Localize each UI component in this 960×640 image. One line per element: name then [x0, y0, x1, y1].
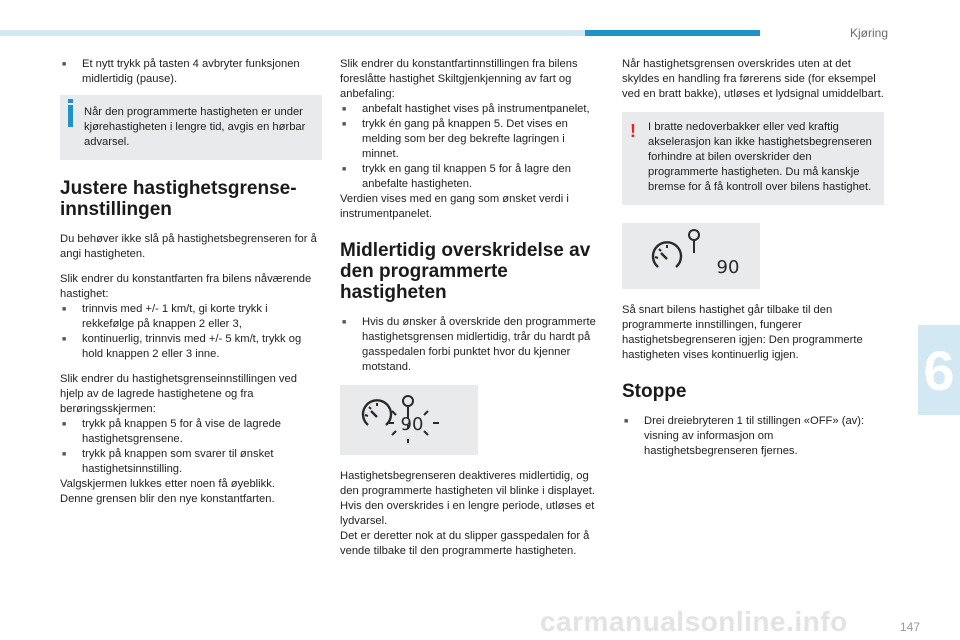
speed-limiter-flash-figure [340, 385, 478, 455]
paragraph: Valgskjermen lukkes etter noen få øyeblikk. [60, 478, 275, 490]
warning-box [622, 112, 884, 205]
warning-icon: ! [630, 121, 636, 141]
paragraph: Slik endrer du konstantfarten fra bilens nåværende hastighet: [60, 273, 312, 300]
column-3 [622, 57, 884, 459]
paragraph: Hastighetsbegrenseren deaktiveres midlertidig, og den programmerte hastigheten vil blinke i displayet. [340, 470, 595, 497]
paragraph: Slik endrer du konstantfartinnstillingen fra bilens foreslåtte hastighet Skiltgjenkjenning av fart og anbefaling: [340, 58, 578, 100]
info-box [60, 95, 322, 160]
bullet-item: ■ trykk én gang på knappen 5. Det vises en melding som ber deg bekrefte lagringen i minnet. [340, 117, 602, 162]
heading-stop: Stoppe [622, 381, 687, 402]
bullet-item: ■ trykk en gang til knappen 5 for å lagre den anbefalte hastigheten. [340, 162, 602, 192]
watermark: carmanualsonline.info [540, 606, 848, 637]
column-2 [340, 57, 602, 569]
info-icon [68, 105, 73, 127]
paragraph: Denne grensen blir den nye konstantfarten. [60, 493, 275, 505]
header-accent-bar [585, 30, 760, 36]
paragraph: Når hastighetsgrensen overskrides uten at det skyldes en handling fra førerens side (for eksempel ved en bratt bakke), utløses et lydsignal umiddelbart. [622, 58, 884, 100]
speed-limiter-figure [622, 223, 760, 289]
bullet-pause: ■ Et nytt trykk på tasten 4 avbryter funksjonen midlertidig (pause). [60, 57, 322, 87]
warning-text: I bratte nedoverbakker eller ved kraftig akselerasjon kan ikke hastighetsbegrenseren forhindre at bilen overskrider den programmerte hastigheten. Du må kanskje bremse for å få kontroll over bilens hastighet. [648, 121, 872, 193]
bullet-item: ■ trykk på knappen 5 for å vise de lagrede hastighetsgrensene. [60, 417, 322, 447]
paragraph: Verdien vises med en gang som ønsket verdi i instrumentpanelet. [340, 193, 569, 220]
section-title: Kjøring [849, 26, 888, 40]
bullet-item: ■ anbefalt hastighet vises på instrumentpanelet, [340, 102, 602, 117]
paragraph: Det er deretter nok at du slipper gasspedalen for å vende tilbake til den programmerte hastigheten. [340, 530, 590, 557]
heading-override: Midlertidig overskridelse av den programmerte hastigheten [340, 240, 591, 303]
flash-speed-value: 90 [400, 414, 424, 435]
paragraph: Du behøver ikke slå på hastighetsbegrenseren for å angi hastigheten. [60, 233, 317, 260]
info-text: Når den programmerte hastigheten er under kjørehastigheten i lengre tid, avgis en hørbar advarsel. [84, 106, 306, 148]
speed-value: 90 [716, 257, 740, 278]
paragraph: Så snart bilens hastighet går tilbake til den programmerte innstillingen, fungerer hastighetsbegrenseren igjen: Den programmerte hastigheten vises kontinuerlig igjen. [622, 304, 863, 361]
heading-adjust: Justere hastighetsgrense-innstillingen [60, 178, 297, 220]
header-bar [0, 30, 585, 36]
page-number: 147 [899, 620, 920, 634]
bullet-item: ■ trykk på knappen som svarer til ønsket hastighetsinnstilling. [60, 447, 322, 477]
speed-limiter-flash-icon [340, 385, 478, 455]
bullet-item: ■ Drei dreiebryteren 1 til stillingen «OFF» (av): visning av informasjon om hastighetsbegrenseren fjernes. [622, 414, 884, 459]
chapter-tab: 6 [918, 325, 960, 415]
bullet-item: ■ kontinuerlig, trinnvis med +/- 5 km/t, trykk og hold knappen 2 eller 3 inne. [60, 332, 322, 362]
bullet-item: ■ Hvis du ønsker å overskride den programmerte hastighetsgrensen midlertidig, trår du hardt på gasspedalen forbi punktet hvor du kjenner motstand. [340, 315, 602, 375]
speed-limiter-icon [622, 223, 760, 289]
column-1 [60, 57, 322, 517]
paragraph: Hvis den overskrides i en lengre periode, utløses et lydvarsel. [340, 500, 595, 527]
paragraph: Slik endrer du hastighetsgrenseinnstillingen ved hjelp av de lagrede hastighetene og fra berøringsskjermen: [60, 373, 297, 415]
bullet-item: ■ trinnvis med +/- 1 km/t, gi korte trykk i rekkefølge på knappen 2 eller 3, [60, 302, 322, 332]
